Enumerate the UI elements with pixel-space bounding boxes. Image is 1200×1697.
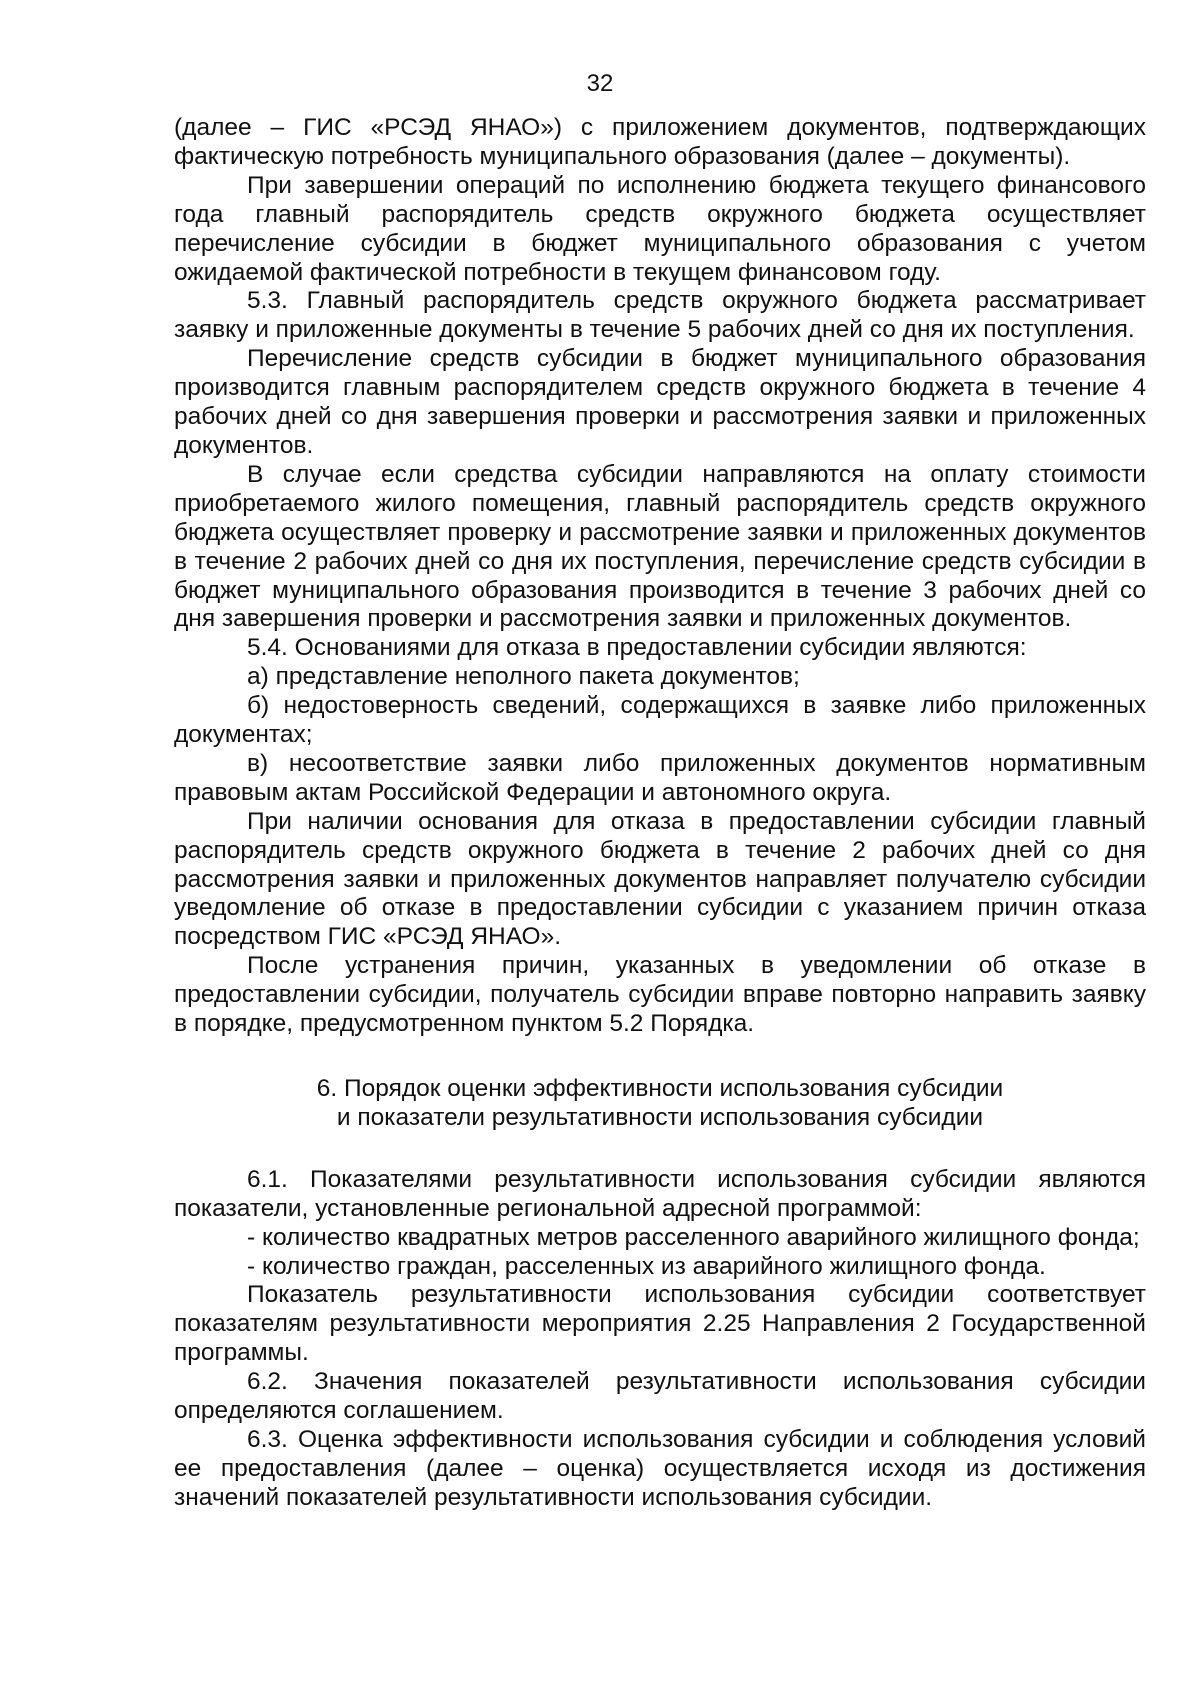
list-item: в) несоответствие заявки либо приложенных документов нормативным правовым актам Российской Федерации и автономного округа. — [174, 749, 1146, 806]
document-body — [174, 114, 1146, 1513]
paragraph: 6.2. Значения показателей результативности использования субсидии определяются соглашением. — [174, 1368, 1146, 1425]
section-heading-line: и показатели результативности использования субсидии — [336, 1103, 984, 1131]
list-item: а) представление неполного пакета документов; — [247, 663, 800, 691]
page-number: 32 — [586, 70, 614, 97]
list-item: - количество квадратных метров расселенного аварийного жилищного фонда; — [247, 1223, 1140, 1251]
paragraph: Перечисление средств субсидии в бюджет муниципального образования производится главным распорядителем средств окружного бюджета в течение 4 рабочих дней со дня завершения проверки и рассмотрения заявки и приложенных документов. — [174, 345, 1146, 459]
paragraph: При завершении операций по исполнению бюджета текущего финансового года главный распорядитель средств окружного бюджета осуществляет перечисление субсидии в бюджет муниципального образования с учетом ожидаемой фактической потребности в текущем финансовом году. — [174, 171, 1146, 286]
paragraph: 6.1. Показателями результативности использования субсидии являются показатели, установленные региональной адресной программой: — [174, 1165, 1146, 1222]
paragraph: После устранения причин, указанных в уведомлении об отказе в предоставлении субсидии, получатель субсидии вправе повторно направить заявку в порядке, предусмотренном пунктом 5.2 Порядка. — [174, 952, 1146, 1038]
paragraph: В случае если средства субсидии направляются на оплату стоимости приобретаемого жилого помещения, главный распорядитель средств окружного бюджета осуществляет проверку и рассмотрение заявки и приложенных документов в течение 2 рабочих дней со дня их поступления, перечисление средств субсидии в бюджет муниципального образования производится в течение 3 рабочих дней со дня завершения проверки и рассмотрения заявки и приложенных документов. — [174, 460, 1146, 633]
list-item: б) недостоверность сведений, содержащихся в заявке либо приложенных документах; — [174, 692, 1146, 749]
paragraph: При наличии основания для отказа в предоставлении субсидии главный распорядитель средств окружного бюджета в течение 2 рабочих дней со дня рассмотрения заявки и приложенных документов направляет получателю субсидии уведомление об отказе в предоставлении субсидии с указанием причин отказа посредством ГИС «РСЭД ЯНАО». — [174, 807, 1146, 951]
list-item: - количество граждан, расселенных из аварийного жилищного фонда. — [247, 1252, 1046, 1280]
paragraph: 5.3. Главный распорядитель средств окружного бюджета рассматривает заявку и приложенные документы в течение 5 рабочих дней со дня их поступления. — [174, 287, 1146, 344]
paragraph: 6.3. Оценка эффективности использования субсидии и соблюдения условий ее предоставления (далее – оценка) осуществляется исходя из достижения значений показателей результативности использования субсидии. — [174, 1425, 1146, 1511]
paragraph: (далее – ГИС «РСЭД ЯНАО») с приложением документов, подтверждающих фактическую потребность муниципального образования (далее – документы). — [174, 114, 1146, 170]
section-heading-line: 6. Порядок оценки эффективности использования субсидии — [316, 1075, 1004, 1102]
paragraph: Показатель результативности использования субсидии соответствует показателям результативности мероприятия 2.25 Направления 2 Государственной программы. — [174, 1281, 1146, 1367]
paragraph: 5.4. Основаниями для отказа в предоставлении субсидии являются: — [247, 634, 1027, 662]
section-5-continuation — [174, 114, 1146, 1039]
section-6-body — [174, 1166, 1146, 1513]
section-heading — [174, 1075, 1146, 1133]
